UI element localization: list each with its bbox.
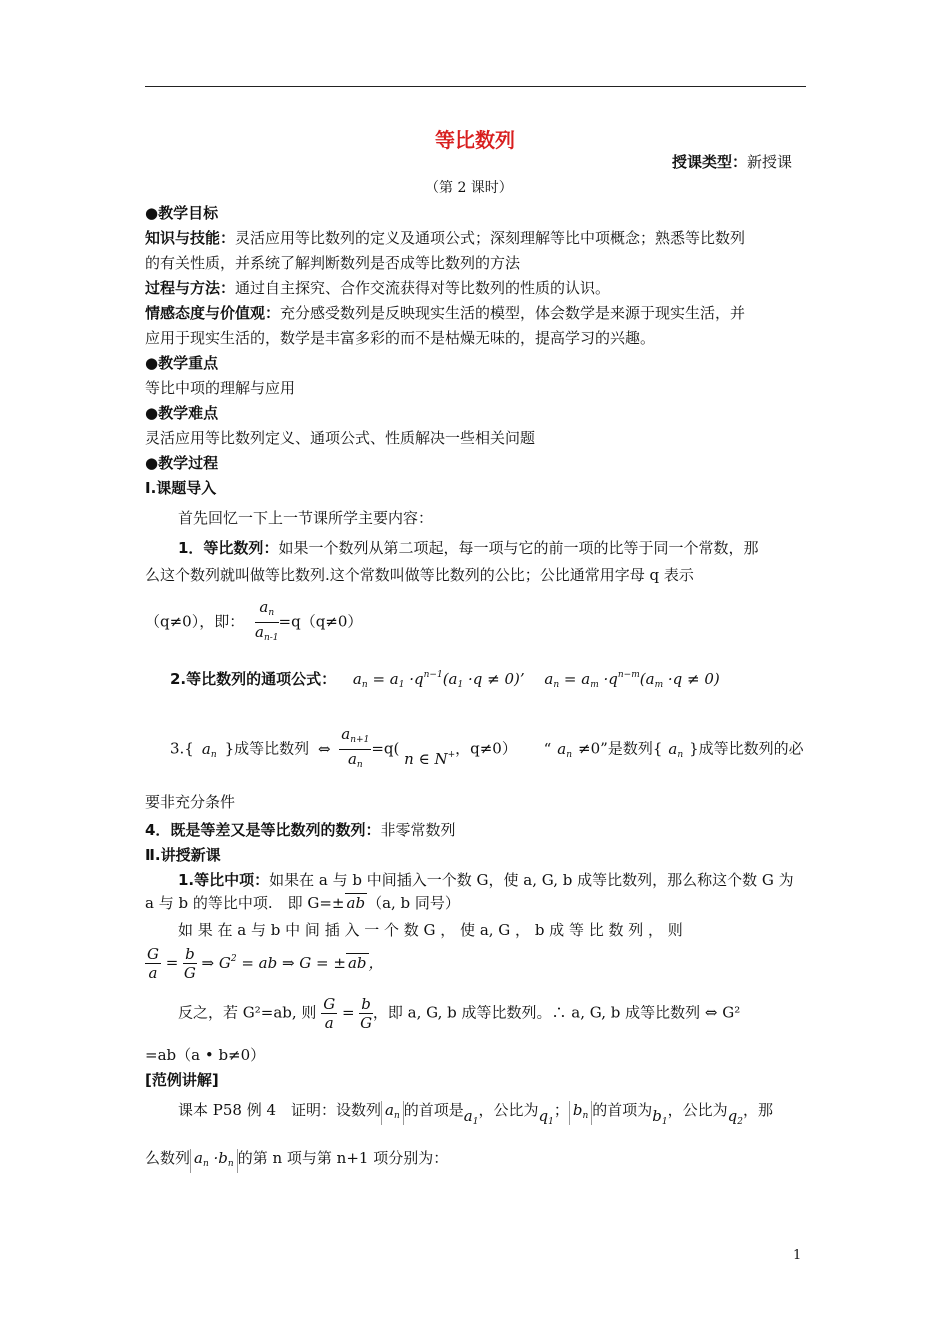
item-2-line: 2.等比数列的通项公式： $a_n = a_1 \cdot q^{n-1}(a_1 \cdot q \ne 0)$’ $a_n = a_m \cdot q^{n-m}(a_m \cdot q \ne 0)$ xyxy=(170,670,720,690)
mean-derivation: $\frac{G}{a}$ = $\frac{b}{G}$ ⇒ $G^2$ = ab ⇒ G = ± ab ， xyxy=(147,945,384,982)
header-rule xyxy=(145,86,806,87)
difficulty-heading: ●教学难点 xyxy=(145,404,219,422)
a-n-symbol: $a_n$ xyxy=(201,739,217,760)
example-heading: [范例讲解] xyxy=(145,1071,219,1089)
converse-line: 反之，若 G²=ab, 则 $\frac{G}{a}$ = $\frac{b}{G}$ ，即 a, G, b 成等比数列。∴ a, G, b 成等比数列 ⇔ G² xyxy=(178,995,741,1032)
course-type: 授课类型：新授课 xyxy=(672,153,793,171)
example-line-1: 课本 P58 例 4 证明：设数列 $a_n$ 的首项是$a_1$，公比为$q_1$； $b_n$ 的首项为$b_1$，公比为$q_2$，那 xyxy=(178,1101,773,1127)
seq-b: $b_n$ xyxy=(569,1101,592,1125)
converse-end: =ab（a • b≠0） xyxy=(145,1046,266,1064)
section-1-heading: Ⅰ.课题导入 xyxy=(145,479,217,497)
item-3-end: 要非充分条件 xyxy=(145,793,236,811)
sqrt-ab: ab xyxy=(346,894,366,912)
mean-line-3: 如 果 在 a 与 b 中 间 插 入 一 个 数 G ， 使 a, G ， b 成 等 比 数 列 ， 则 xyxy=(178,921,683,939)
seq-ab: $a_n \cdot b_n$ xyxy=(190,1149,238,1173)
emotion-line-1: 情感态度与价值观：充分感受数列是反映现实生活的模型，体会数学是来源于现实生活，并 xyxy=(145,304,746,322)
objectives-heading: ●教学目标 xyxy=(145,204,219,222)
example-line-2: 么数列 $a_n \cdot b_n$ 的第 n 项与第 n+1 项分别为： xyxy=(145,1148,448,1173)
iff-symbol: ⇔ xyxy=(317,739,331,758)
n-in-N-plus: n ∈ N+ xyxy=(404,749,456,768)
knowledge-line-1: 知识与技能：灵活应用等比数列的定义及通项公式；深刻理解等比中项概念；熟悉等比数列 xyxy=(145,229,746,247)
lesson-number: （第 2 课时） xyxy=(425,180,513,196)
emotion-line-2: 应用于现实生活的，数学是丰富多彩的而不是枯燥无味的，提高学习的兴趣。 xyxy=(145,329,656,347)
section-1-intro: 首先回忆一下上一节课所学主要内容： xyxy=(178,509,434,527)
page-number: 1 xyxy=(793,1248,802,1263)
general-term-formula: $a_n = a_1 \cdot q^{n-1}(a_1 \cdot q \ne 0)$’ $a_n = a_m \cdot q^{n-m}(a_m \cdot q \ne 0)$ xyxy=(352,670,720,690)
page-title: 等比数列 xyxy=(435,128,515,152)
ratio-fraction-2: $\frac{a_{n+1}}{a_n}$ xyxy=(341,725,370,770)
knowledge-line-2: 的有关性质，并系统了解判断数列是否成等比数列的方法 xyxy=(145,254,521,272)
item-4-line: 4．既是等差又是等比数列的数列：非零常数列 xyxy=(145,821,456,839)
item-1-formula: （q≠0），即： $\frac{a_n}{a_{n-1}}$ =q（q≠0） xyxy=(145,598,362,647)
key-point-text: 等比中项的理解与应用 xyxy=(145,379,296,397)
process-heading: ●教学过程 xyxy=(145,454,219,472)
difficulty-text: 灵活应用等比数列定义、通项公式、性质解决一些相关问题 xyxy=(145,429,536,447)
item-1-line-2: 么这个数列就叫做等比数列.这个常数叫做等比数列的公比；公比通常用字母 q 表示 xyxy=(145,566,694,584)
item-3-line: 3.{ $a_n$ }成等比数列 ⇔ $\frac{a_{n+1}}{a_n}$ =q( n ∈ N+，q≠0） “ $a_n \ne 0$”是数列{ $a_n$ }成等比数列的必 xyxy=(170,725,804,774)
key-point-heading: ●教学重点 xyxy=(145,354,219,372)
section-2-heading: Ⅱ.讲授新课 xyxy=(145,846,221,864)
mean-line-2: a 与 b 的等比中项. 即 G=± ab （a, b 同号） xyxy=(145,894,460,912)
seq-a: $a_n$ xyxy=(381,1101,404,1125)
ratio-fraction: $\frac{a_n}{a_{n-1}}$ xyxy=(255,598,279,643)
item-1-line-1: 1．等比数列：如果一个数列从第二项起，每一项与它的前一项的比等于同一个常数，那 xyxy=(178,539,759,557)
mean-line-1: 1.等比中项：如果在 a 与 b 中间插入一个数 G，使 a, G, b 成等比数列，那么称这个数 G 为 xyxy=(178,871,794,889)
process-method: 过程与方法：通过自主探究、合作交流获得对等比数列的性质的认识。 xyxy=(145,279,611,297)
derivation-chain: ⇒ $G^2$ = ab ⇒ G = ± ab ， xyxy=(201,953,384,972)
